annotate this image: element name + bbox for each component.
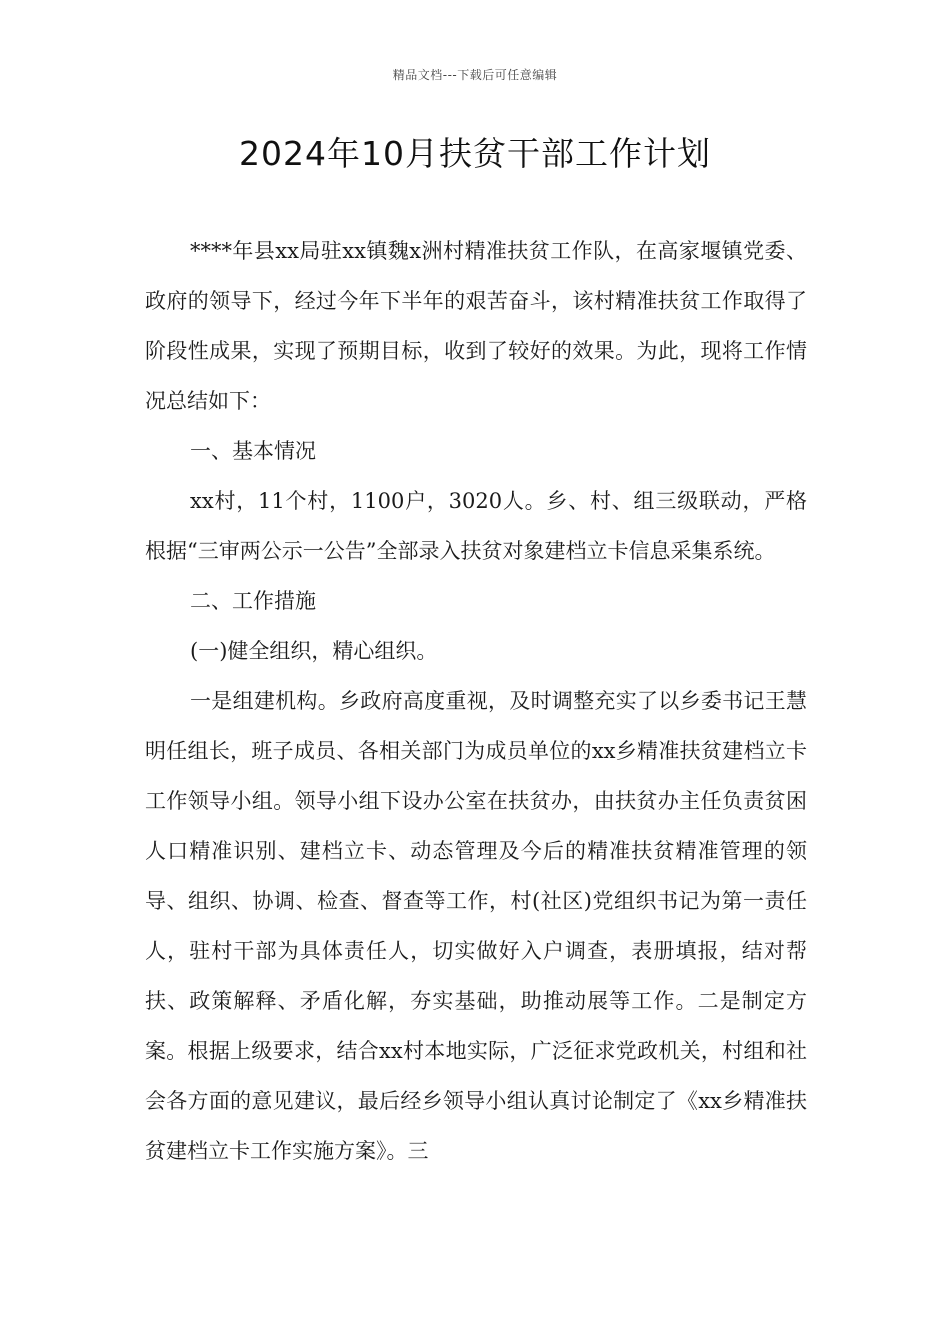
- page-header-note: 精品文档---下载后可任意编辑: [392, 68, 558, 82]
- organization-paragraph: 一是组建机构。乡政府高度重视，及时调整充实了以乡委书记王慧明任组长，班子成员、各相关部门为成员单位的xx乡精准扶贫建档立卡工作领导小组。领导小组下设办公室在扶贫办，由扶贫办主任负责贫困人口精准识别、建档立卡、动态管理及今后的精准扶贫精准管理的领导、组织、协调、检查、督查等工作，村(社区)党组织书记为第一责任人，驻村干部为具体责任人，切实做好入户调查，表册填报，结对帮扶、政策解释、矛盾化解，夯实基础，助推动展等工作。二是制定方案。根据上级要求，结合xx村本地实际，广泛征求党政机关，村组和社会各方面的意见建议，最后经乡领导小组认真讨论制定了《xx乡精准扶贫建档立卡工作实施方案》。三: [145, 689, 807, 1163]
- section-heading-work-measures: 二、工作措施: [190, 589, 316, 613]
- section-heading-basic-situation: 一、基本情况: [190, 439, 316, 463]
- document-title: 2024年10月扶贫干部工作计划: [239, 134, 711, 173]
- intro-paragraph: ****年县xx局驻xx镇魏x洲村精准扶贫工作队，在高家堰镇党委、政府的领导下，经过今年下半年的艰苦奋斗，该村精准扶贫工作取得了阶段性成果，实现了预期目标，收到了较好的效果。为此，现将工作情况总结如下：: [145, 239, 807, 413]
- document-body: [145, 226, 807, 1176]
- basic-situation-paragraph: xx村，11个村，1100户，3020人。乡、村、组三级联动，严格根据“三审两公示一公告”全部录入扶贫对象建档立卡信息采集系统。: [145, 489, 807, 563]
- subsection-heading-organization: (一)健全组织，精心组织。: [190, 639, 438, 663]
